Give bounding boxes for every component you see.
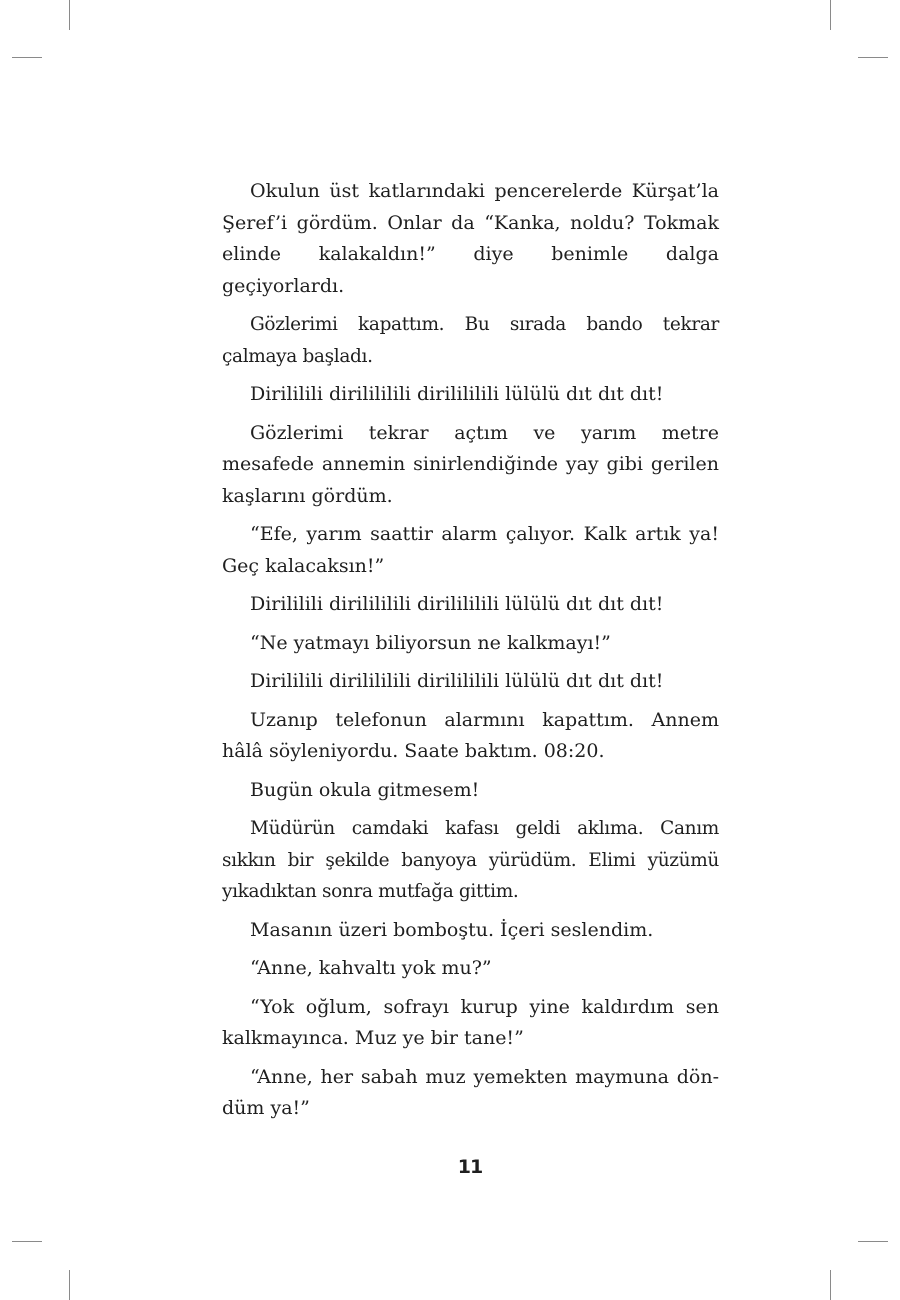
paragraph: Gözlerimi tekrar açtım ve yarım metre mesafede annemin sinirlendiğinde yay gibi gerilen kaşlarını gördüm.	[222, 421, 719, 507]
crop-mark	[69, 0, 70, 30]
crop-mark	[858, 57, 888, 58]
crop-mark	[858, 1241, 888, 1242]
paragraph: “Anne, kahvaltı yok mu?”	[250, 957, 492, 979]
paragraph: Uzanıp telefonun alarmını kapattım. Annem hâlâ söyleniyordu. Saate baktım. 08:20.	[222, 708, 719, 762]
paragraph: Müdürün camdaki kafası geldi aklıma. Canım sıkkın bir şekilde banyoya yürüdüm. Elimi yüzümü yıkadıktan sonra mutfağa gittim.	[222, 818, 719, 902]
paragraph: “Ne yatmayı biliyorsun ne kalkmayı!”	[250, 631, 611, 654]
paragraph: Dirililili dirilililili dirilililili lülülü dıt dıt dıt!	[250, 383, 664, 405]
paragraph: Dirililili dirilililili dirilililili lülülü dıt dıt dıt!	[250, 670, 664, 692]
paragraph: Bugün okula gitmesem!	[250, 778, 480, 801]
paragraph: Okulun üst katlarındaki pencerelerde Kürşat’la Şeref’i gördüm. Onlar da “Kanka, noldu? Tokmak elinde kalakaldın!” diye benimle dalga geçiyorlardı.	[222, 180, 719, 297]
crop-mark	[830, 1270, 831, 1300]
crop-mark	[830, 0, 831, 30]
crop-mark	[12, 57, 42, 58]
crop-mark	[12, 1241, 42, 1242]
paragraph: “Yok oğlum, sofrayı kurup yine kaldırdım sen kalkmayınca. Muz ye bir tane!”	[222, 995, 719, 1049]
paragraph: “Anne, her sabah muz yemekten maymuna döndüm ya!”	[222, 1065, 719, 1119]
body-text	[222, 176, 719, 1132]
crop-mark	[69, 1270, 70, 1300]
paragraph: Masanın üzeri bomboştu. İçeri seslendim.	[250, 918, 654, 941]
paragraph: Dirililili dirilililili dirilililili lülülü dıt dıt dıt!	[250, 593, 664, 615]
paragraph: “Efe, yarım saattir alarm çalıyor. Kalk artık ya! Geç kalacaksın!”	[222, 523, 719, 577]
page-number: 11	[457, 1156, 483, 1178]
paragraph: Gözlerimi kapattım. Bu sırada bando tekrar çalmaya başladı.	[222, 314, 719, 367]
